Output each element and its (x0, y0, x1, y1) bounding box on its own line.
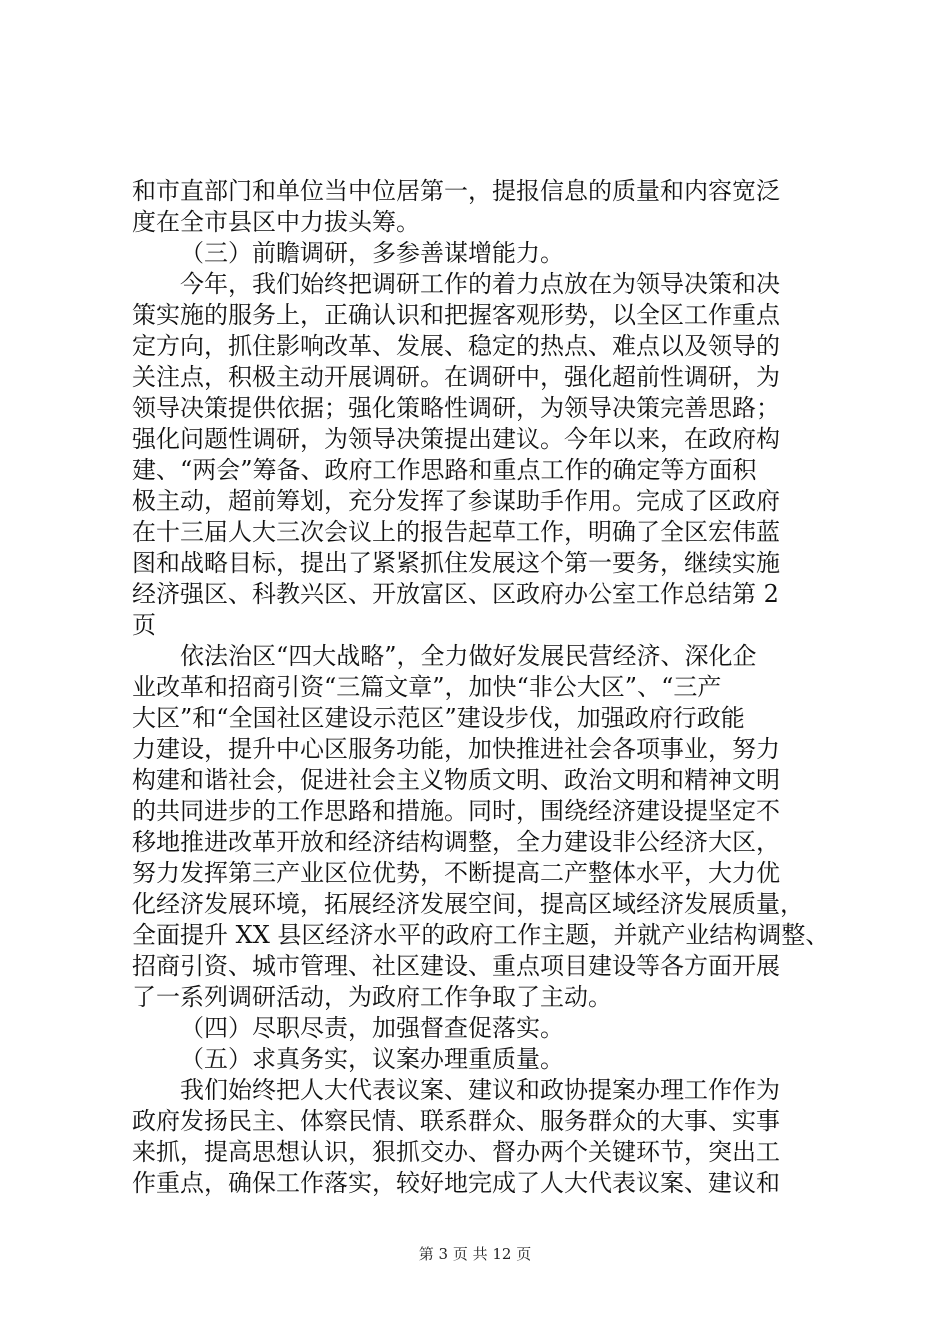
text-line: 极主动，超前筹划，充分发挥了参谋助手作用。完成了区政府 (132, 487, 780, 515)
text-line: 定方向，抓住影响改革、发展、稳定的热点、难点以及领导的 (132, 332, 780, 360)
text-line: 来抓，提高思想认识，狠抓交办、督办两个关键环节，突出工 (132, 1138, 780, 1166)
text-line: 页 (132, 611, 156, 639)
text-line: 移地推进改革开放和经济结构调整，全力建设非公经济大区， (132, 828, 780, 856)
page-number-footer: 第 3 页 共 12 页 (418, 1245, 532, 1263)
text-line: 度在全市县区中力拔头筹。 (132, 208, 420, 236)
text-line: 建、“两会”筹备、政府工作思路和重点工作的确定等方面积 (132, 456, 757, 484)
text-line: 在十三届人大三次会议上的报告起草工作，明确了全区宏伟蓝 (132, 518, 780, 546)
section-heading: （五）求真务实，议案办理重质量。 (180, 1045, 564, 1073)
text-line: 业改革和招商引资“三篇文章”，加快“非公大区”、“三产 (132, 673, 722, 701)
text-line: 构建和谐社会，促进社会主义物质文明、政治文明和精神文明 (132, 766, 780, 794)
text-line: 大区”和“全国社区建设示范区”建设步伐，加强政府行政能 (132, 704, 745, 732)
text-line: 依法治区“四大战略”，全力做好发展民营经济、深化企 (180, 642, 757, 670)
text-line: 招商引资、城市管理、社区建设、重点项目建设等各方面开展 (132, 952, 780, 980)
text-line: 策实施的服务上，正确认识和把握客观形势，以全区工作重点 (132, 301, 780, 329)
text-line: 今年，我们始终把调研工作的着力点放在为领导决策和决 (180, 270, 780, 298)
section-heading: （三）前瞻调研，多参善谋增能力。 (180, 239, 564, 267)
text-line: 图和战略目标，提出了紧紧抓住发展这个第一要务，继续实施 (132, 549, 780, 577)
text-line: 强化问题性调研，为领导决策提出建议。今年以来，在政府构 (132, 425, 780, 453)
text-line: 了一系列调研活动，为政府工作争取了主动。 (132, 983, 612, 1011)
text-line: 的共同进步的工作思路和措施。同时，围绕经济建设提坚定不 (132, 797, 780, 825)
text-line: 关注点，积极主动开展调研。在调研中，强化超前性调研，为 (132, 363, 780, 391)
text-line: 我们始终把人大代表议案、建议和政协提案办理工作作为 (180, 1076, 780, 1104)
text-line: 全面提升 XX 县区经济水平的政府工作主题，并就产业结构调整、 (132, 921, 830, 949)
text-line: 化经济发展环境，拓展经济发展空间，提高区域经济发展质量， (132, 890, 804, 918)
section-heading: （四）尽职尽责，加强督查促落实。 (180, 1014, 564, 1042)
text-line: 领导决策提供依据；强化策略性调研，为领导决策完善思路； (132, 394, 780, 422)
text-line: 政府发扬民主、体察民情、联系群众、服务群众的大事、实事 (132, 1107, 780, 1135)
text-line: 努力发挥第三产业区位优势，不断提高二产整体水平，大力优 (132, 859, 780, 887)
body-text (132, 176, 832, 1199)
text-line: 力建设，提升中心区服务功能，加快推进社会各项事业，努力 (132, 735, 780, 763)
text-line: 作重点，确保工作落实，较好地完成了人大代表议案、建议和 (132, 1169, 780, 1197)
text-line: 经济强区、科教兴区、开放富区、区政府办公室工作总结第 2 (132, 580, 779, 608)
text-line: 和市直部门和单位当中位居第一，提报信息的质量和内容宽泛 (132, 177, 780, 205)
